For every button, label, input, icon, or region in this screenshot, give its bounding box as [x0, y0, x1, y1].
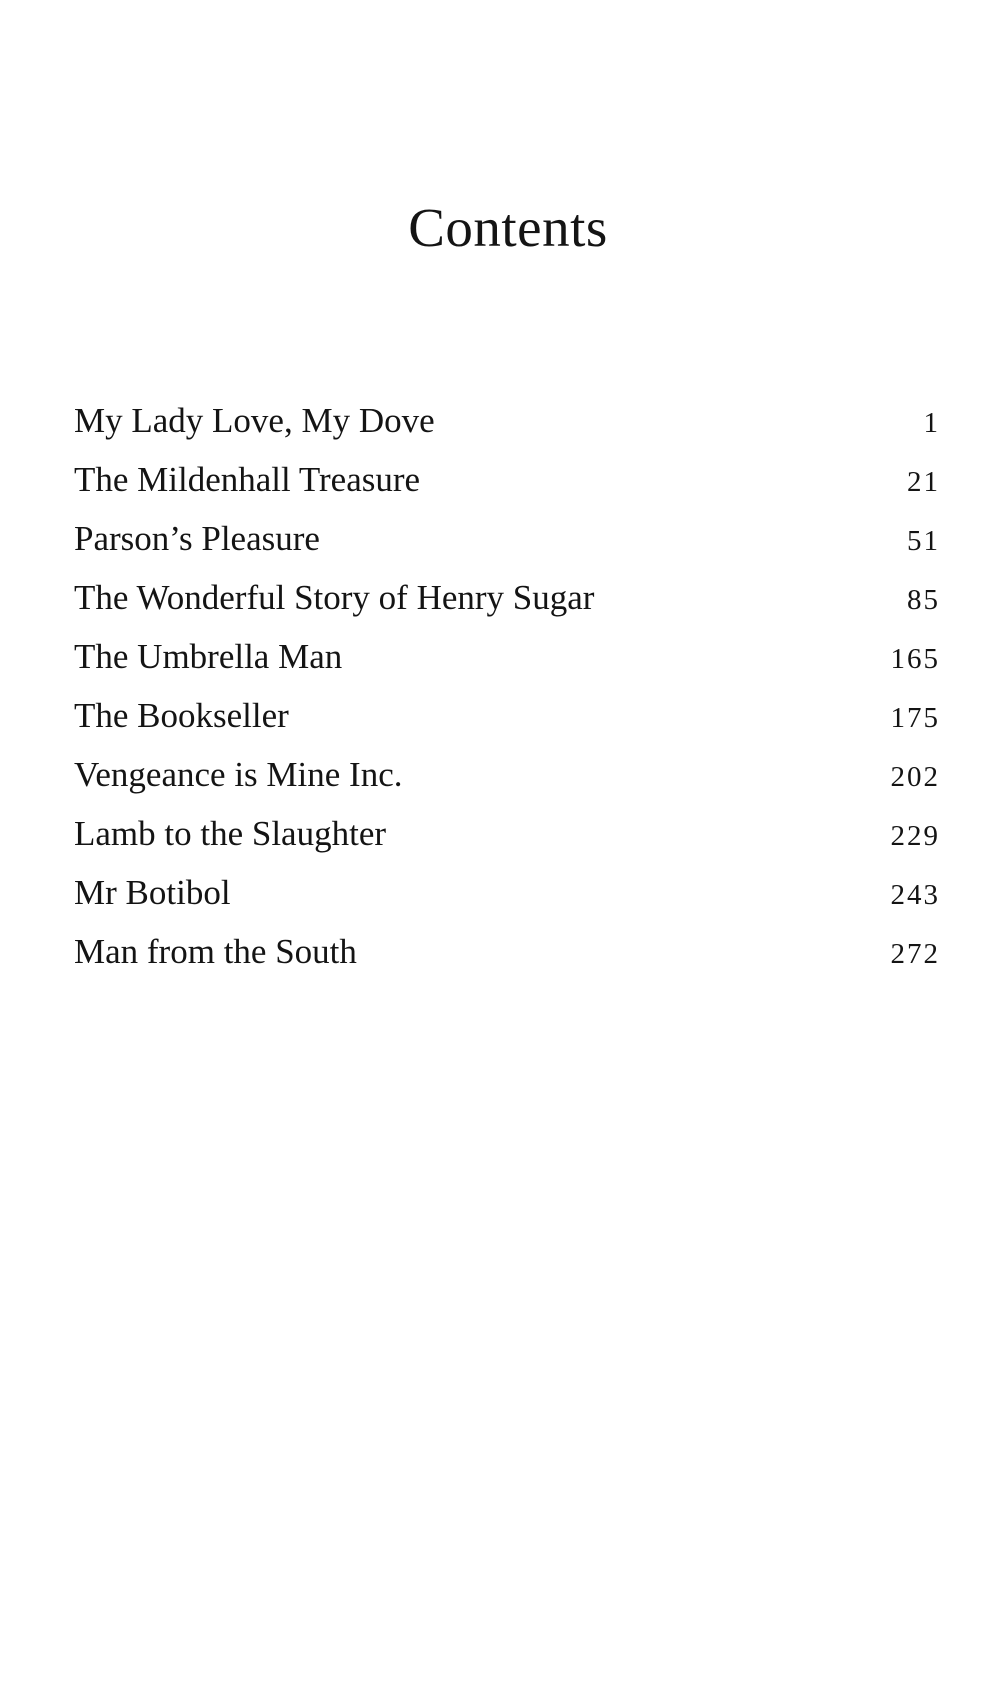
toc-entry-title: Parson’s Pleasure	[74, 519, 320, 558]
toc-entry	[74, 922, 940, 981]
toc-entry-page: 175	[890, 702, 940, 734]
toc-entry-title: The Bookseller	[74, 696, 289, 735]
toc-entry	[74, 568, 940, 627]
toc-entry	[74, 391, 940, 450]
toc-entry-page: 229	[890, 820, 940, 852]
toc-entry	[74, 686, 940, 745]
toc-entry	[74, 450, 940, 509]
page-title: Contents	[408, 197, 608, 258]
toc-entry-page: 272	[890, 938, 940, 970]
toc-entry-page: 243	[890, 879, 940, 911]
toc-entry-title: The Wonderful Story of Henry Sugar	[74, 578, 595, 617]
toc-entry-page: 21	[907, 466, 940, 498]
toc-entry-page: 85	[907, 584, 940, 616]
toc-entry-title: The Mildenhall Treasure	[74, 460, 421, 499]
toc-entry	[74, 804, 940, 863]
toc-entry-page: 165	[890, 643, 940, 675]
toc-entry	[74, 627, 940, 686]
toc-entry-page: 51	[907, 525, 940, 557]
toc-entry-page: 1	[923, 407, 940, 439]
toc-entry-title: The Umbrella Man	[74, 637, 343, 676]
toc-entry	[74, 745, 940, 804]
toc-entry	[74, 509, 940, 568]
table-of-contents	[74, 391, 940, 981]
toc-entry-page: 202	[890, 761, 940, 793]
toc-entry-title: Mr Botibol	[74, 873, 231, 912]
toc-entry-title: My Lady Love, My Dove	[74, 401, 435, 440]
toc-entry-title: Man from the South	[74, 932, 357, 971]
toc-entry-title: Lamb to the Slaughter	[74, 814, 387, 853]
toc-entry	[74, 863, 940, 922]
toc-entry-title: Vengeance is Mine Inc.	[74, 755, 403, 794]
